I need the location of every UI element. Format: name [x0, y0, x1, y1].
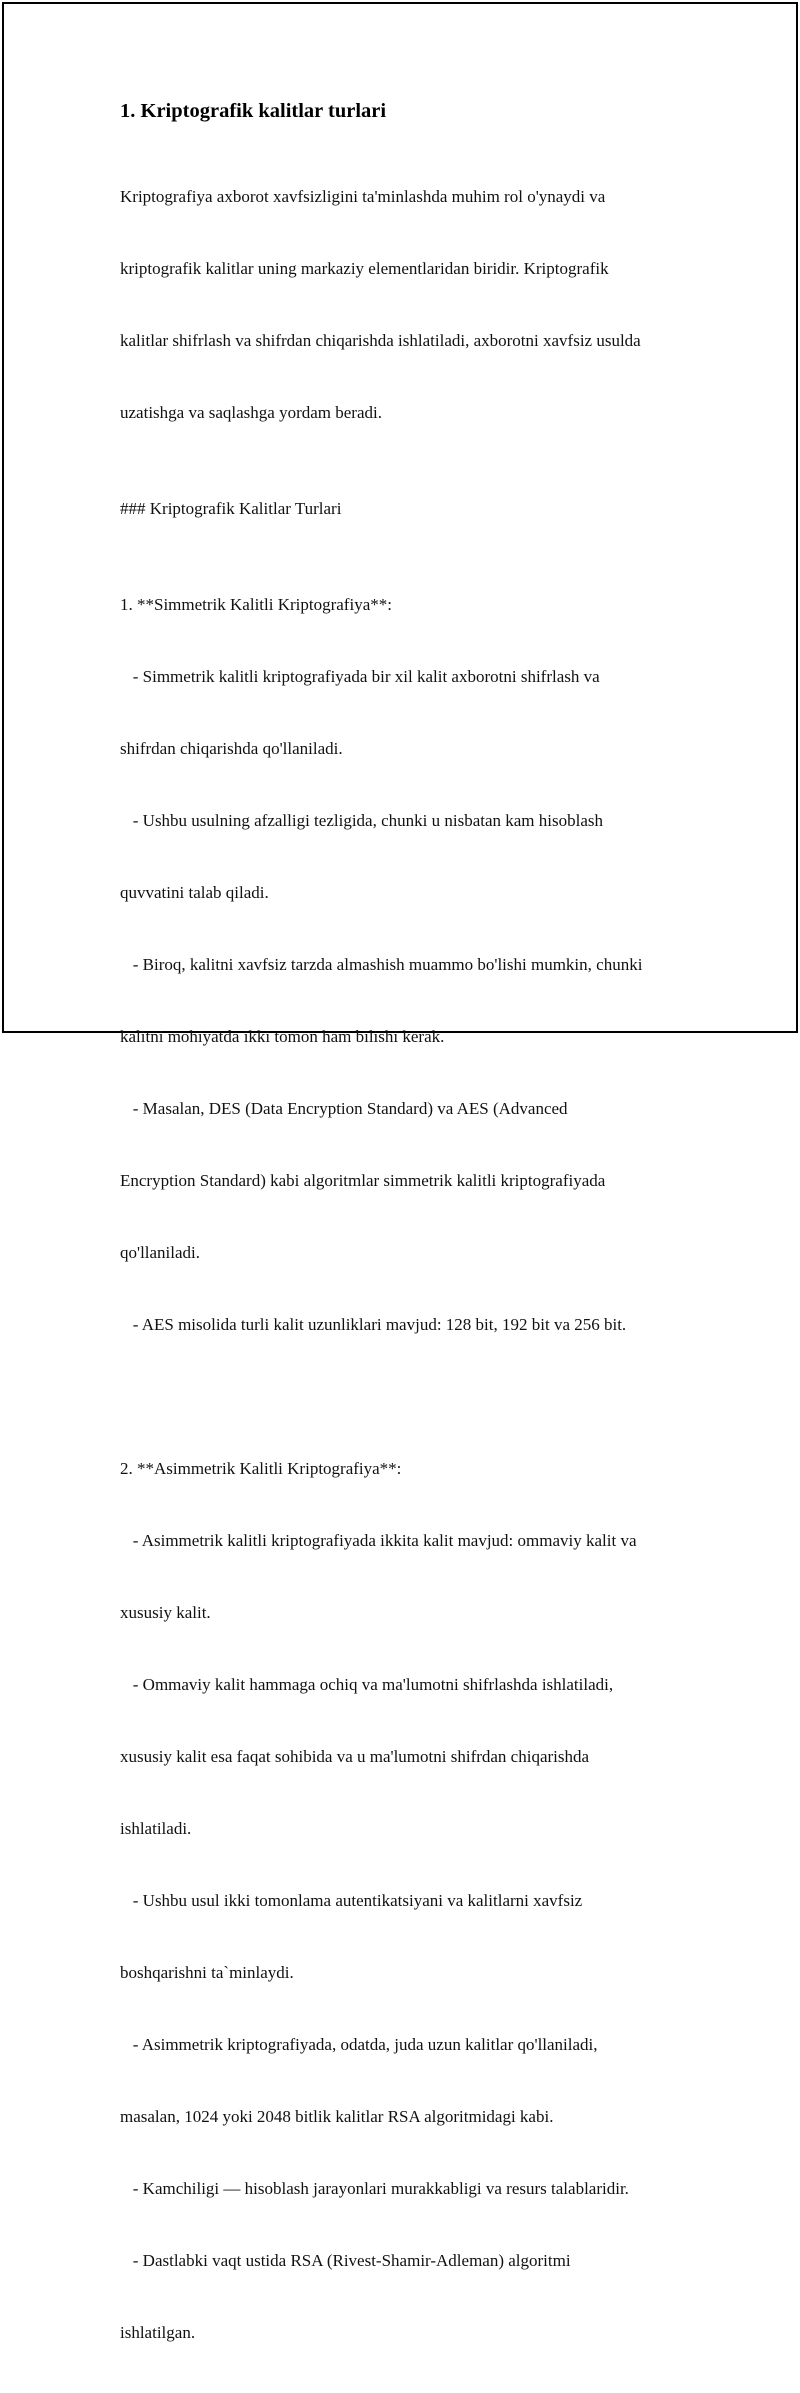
text-line: kalitni mohiyatda ikki tomon ham bilishi kerak. [120, 1027, 445, 1046]
spacer [120, 473, 700, 497]
text-line: boshqarishni ta`minlaydi. [120, 1963, 294, 1982]
text-line: 2. **Asimmetrik Kalitli Kriptografiya**: [120, 1459, 402, 1478]
text-line: - Masalan, DES (Data Encryption Standard) va AES (Advanced [120, 1099, 568, 1118]
document-title: 1. Kriptografik kalitlar turlari [120, 100, 387, 122]
spacer [120, 521, 700, 545]
text-line: - Ushbu usulning afzalligi tezligida, chunki u nisbatan kam hisoblash [120, 811, 603, 830]
section-asymmetric [120, 1409, 700, 2393]
text-line: qo'llaniladi. [120, 1243, 201, 1262]
text-line: Encryption Standard) kabi algoritmlar simmetrik kalitli kriptografiyada [120, 1171, 606, 1190]
text-line: - Biroq, kalitni xavfsiz tarzda almashish muammo bo'lishi mumkin, chunki [120, 955, 643, 974]
text-line: ishlatiladi. [120, 1819, 192, 1838]
text-line: - Ushbu usul ikki tomonlama autentikatsiyani va kalitlarni xavfsiz [120, 1891, 583, 1910]
text-line: - Dastlabki vaqt ustida RSA (Rivest-Shamir-Adleman) algoritmi [120, 2251, 571, 2270]
text-line: quvvatini talab qiladi. [120, 883, 269, 902]
text-line: ishlatilgan. [120, 2323, 196, 2342]
page-frame [2, 2, 798, 2342]
text-line: - Asimmetrik kalitli kriptografiyada ikkita kalit mavjud: ommaviy kalit va [120, 1531, 637, 1550]
intro-paragraph [120, 137, 700, 473]
text-line: - AES misolida turli kalit uzunliklari mavjud: 128 bit, 192 bit va 256 bit. [120, 1315, 627, 1334]
text-line: xususiy kalit. [120, 1603, 211, 1622]
text-line: - Ommaviy kalit hammaga ochiq va ma'lumotni shifrlashda ishlatiladi, [120, 1675, 614, 1694]
text-line: uzatishga va saqlashga yordam beradi. [120, 403, 382, 422]
text-line: shifrdan chiqarishda qo'llaniladi. [120, 739, 343, 758]
text-line: xususiy kalit esa faqat sohibida va u ma'lumotni shifrdan chiqarishda [120, 1747, 590, 1766]
section-symmetric [120, 545, 700, 1385]
text-line: - Asimmetrik kriptografiyada, odatda, juda uzun kalitlar qo'llaniladi, [120, 2035, 598, 2054]
subheading: ### Kriptografik Kalitlar Turlari [120, 499, 342, 518]
text-line: - Kamchiligi — hisoblash jarayonlari murakkabligi va resurs talablaridir. [120, 2179, 629, 2198]
text-line: kalitlar shifrlash va shifrdan chiqarishda ishlatiladi, axborotni xavfsiz usulda [120, 331, 641, 350]
text-line: Kriptografiya axborot xavfsizligini ta'minlashda muhim rol o'ynaydi va [120, 187, 606, 206]
text-line: masalan, 1024 yoki 2048 bitlik kalitlar RSA algoritmidagi kabi. [120, 2107, 554, 2126]
document-body [120, 98, 700, 2393]
text-line: - Simmetrik kalitli kriptografiyada bir xil kalit axborotni shifrlash va [120, 667, 600, 686]
text-line: 1. **Simmetrik Kalitli Kriptografiya**: [120, 595, 392, 614]
spacer [120, 1385, 700, 1409]
text-line: kriptografik kalitlar uning markaziy elementlaridan biridir. Kriptografik [120, 259, 609, 278]
